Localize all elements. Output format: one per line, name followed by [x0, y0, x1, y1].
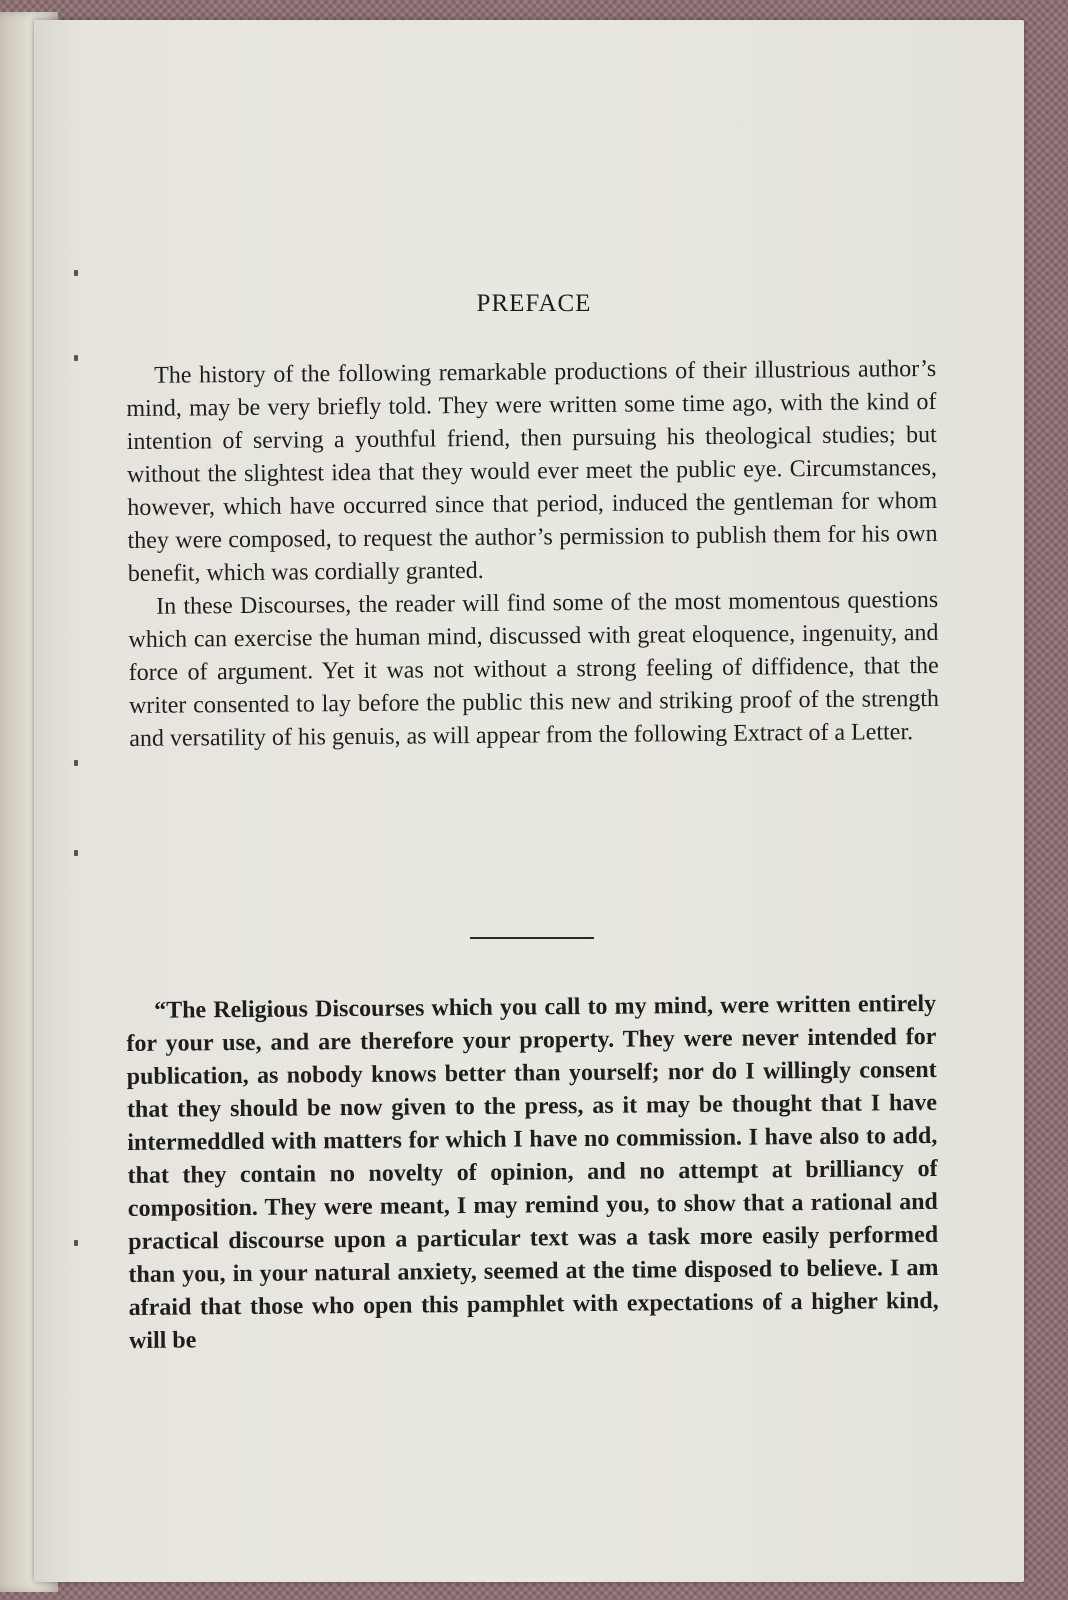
section-divider — [470, 937, 594, 939]
preface-paragraph: The history of the following remarkable productions of their illustrious author’s mind, may be very briefly told. They were written some time ago, with the kind of intention of serving a youthful friend, then pursuing his theological studies; but without the slightest idea that they would ever meet the public eye. Circumstances, however, which have occurred since that period, induced the gentleman for whom they were composed, to request the author’s permission to publish them for his own benefit, which was cordially granted. — [126, 355, 938, 587]
letter-extract — [126, 988, 939, 1358]
page-title: PREFACE — [476, 290, 592, 317]
preface-paragraph: In these Discourses, the reader will find some of the most momentous questions which can exercise the human mind, discussed with great eloquence, ingenuity, and force of argument. Yet it was not without a strong feeling of diffidence, that the writer consented to lay before the public this new and striking proof of the strength and versatility of his genuis, as will appear from the following Extract of a Letter. — [128, 586, 940, 752]
binding-staple-mark — [74, 1240, 78, 1246]
letter-paragraph: “The Religious Discourses which you call to my mind, were written entirely for your use, and are therefore your property. They were never intended for publication, as nobody knows better than yourself; nor do I willingly consent that they should be now given to the press, as it may be thought that I have intermeddled with matters for which I have no commission. I have also to add, that they contain no novelty of opinion, and no attempt at brilliancy of composition. They were meant, I may remind you, to show that a rational and practical discourse upon a particular text was a task more easily performed than you, in your natural anxiety, seemed at the time disposed to believe. I am afraid that those who open this pamphlet with expectations of a higher kind, will be — [126, 990, 939, 1354]
binding-staple-mark — [74, 270, 78, 276]
binding-staple-mark — [74, 355, 78, 361]
preface-text — [126, 353, 939, 756]
binding-staple-mark — [74, 850, 78, 856]
binding-staple-mark — [74, 760, 78, 766]
